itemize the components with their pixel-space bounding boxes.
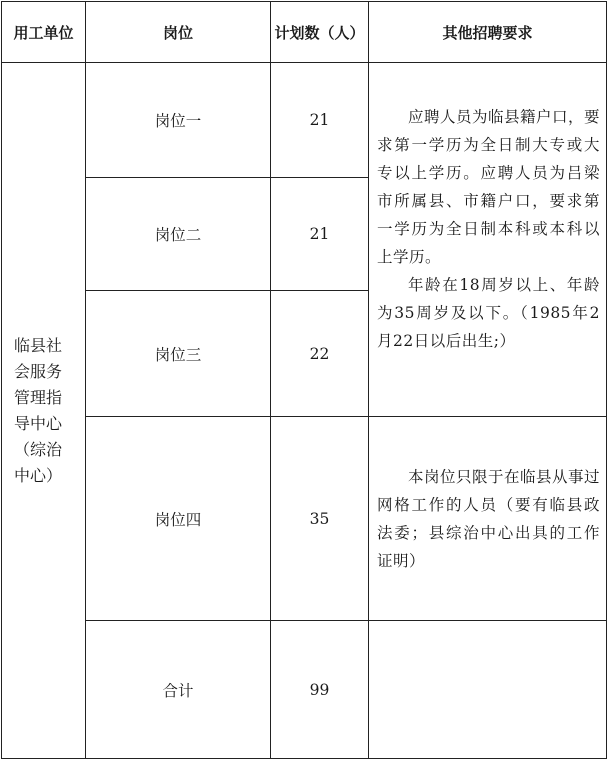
requirements-group-2 (369, 463, 606, 575)
position-4: 岗位四 (154, 510, 202, 529)
position-2: 岗位二 (154, 226, 202, 244)
table-border-bottom (1, 758, 607, 759)
count-2: 21 (309, 225, 330, 243)
count-1: 21 (309, 111, 330, 129)
total-count: 99 (309, 680, 330, 699)
header-position: 岗位 (162, 23, 193, 42)
requirements-group-1 (369, 103, 606, 355)
count-3: 22 (309, 344, 330, 363)
header-requirements: 其他招聘要求 (442, 23, 533, 42)
requirements-education: 应聘人员为临县籍户口，要求第一学历为全日制大专或大专以上学历。应聘人员为吕梁市所属县、市籍户口，要求第一学历为全日制本科或本科以上学历。 (377, 108, 601, 266)
header-plan-count: 计划数（人） (274, 23, 365, 42)
position-3: 岗位三 (154, 345, 202, 364)
employer-name: 临县社会服务管理指导中心（综治中心） (14, 335, 63, 485)
count-4: 35 (309, 509, 330, 528)
table-border-right (606, 1, 607, 759)
requirements-grid-experience: 本岗位只限于在临县从事过网格工作的人员（要有临县政法委；县综治中心出具的工作证明） (377, 468, 601, 570)
employer-cell (2, 63, 85, 758)
position-1: 岗位一 (154, 112, 202, 130)
recruitment-table (1, 1, 607, 760)
requirements-age: 年龄在18周岁以上、年龄为35周岁及以下。（1985年2月22日以后出生;） (377, 276, 600, 350)
header-unit: 用工单位 (13, 23, 74, 42)
total-label: 合计 (162, 681, 194, 700)
